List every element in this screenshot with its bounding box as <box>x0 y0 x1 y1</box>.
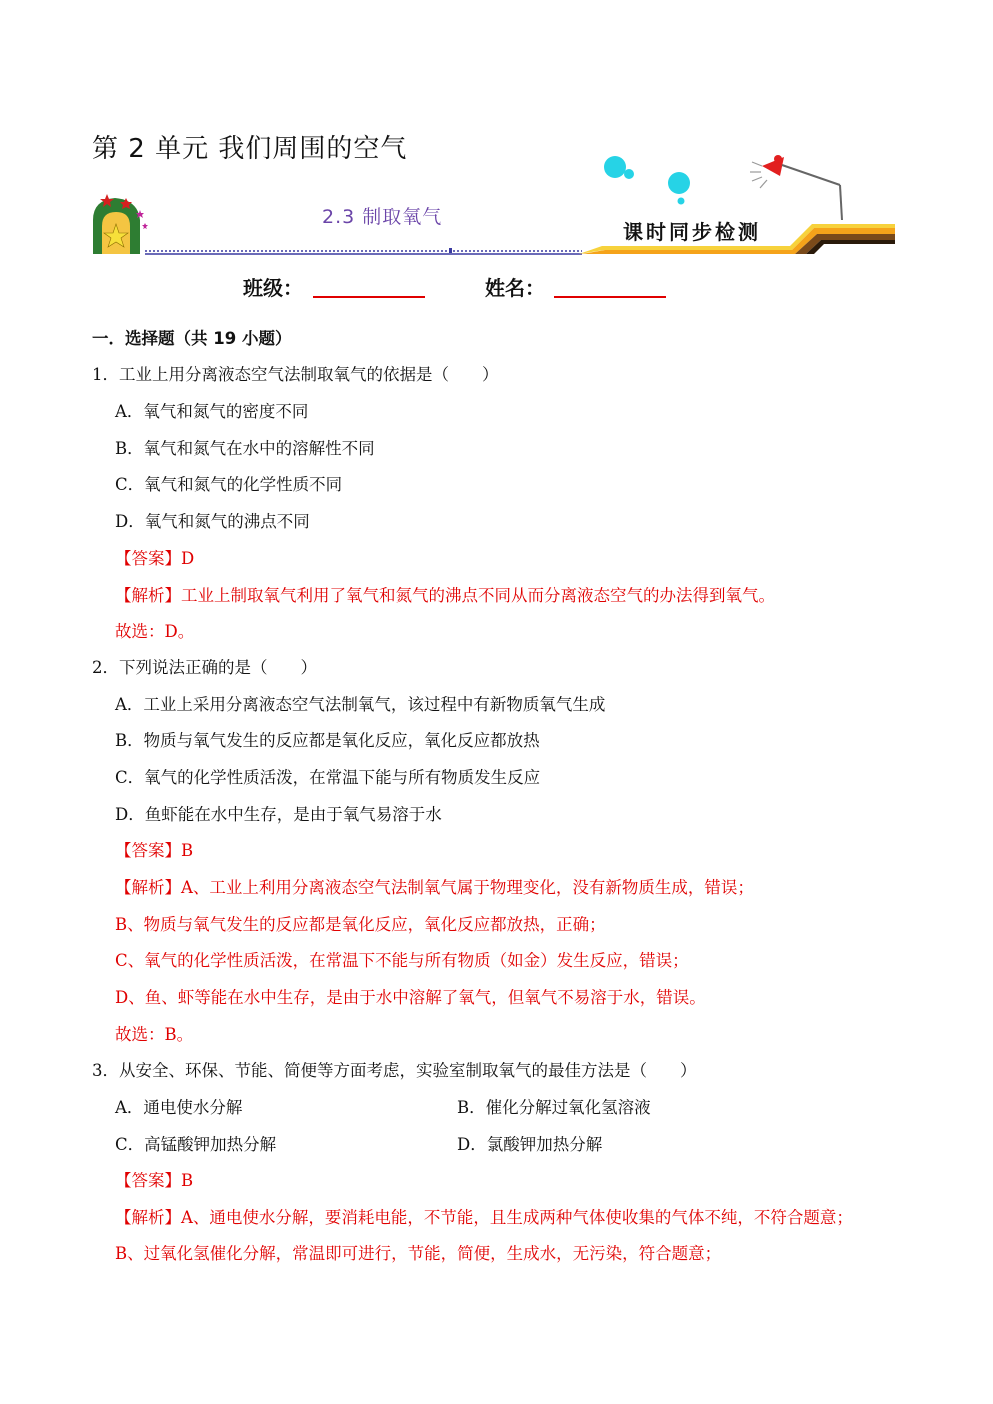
option-a: A．通电使水分解 <box>115 1098 243 1117</box>
option-c: C．氧气和氮气的化学性质不同 <box>115 475 343 494</box>
option-a: A．工业上采用分离液态空气法制氧气，该过程中有新物质氧气生成 <box>115 695 606 714</box>
bubbles-icon <box>604 156 690 205</box>
unit-title: 第 2 单元 我们周围的空气 <box>92 134 408 164</box>
option-b: B．物质与氧气发生的反应都是氧化反应，氧化反应都放热 <box>115 731 540 750</box>
analysis-line: D、鱼、虾等能在水中生存，是由于水中溶解了氧气，但氧气不易溶于水，错误。 <box>115 988 706 1007</box>
class-label: 班级： <box>243 276 303 300</box>
option-b: B．催化分解过氧化氢溶液 <box>457 1098 651 1117</box>
analysis-line: 故选：D。 <box>115 622 195 641</box>
class-blank[interactable] <box>313 296 425 298</box>
analysis-line: 【解析】工业上制取氧气利用了氧气和氮气的沸点不同从而分离液态空气的办法得到氧气。 <box>115 586 775 605</box>
answer: 【答案】B <box>115 841 194 860</box>
option-d: D．鱼虾能在水中生存，是由于氧气易溶于水 <box>115 805 442 824</box>
header-banner <box>90 150 895 265</box>
question-stem: 1．工业上用分离液态空气法制取氧气的依据是（ ） <box>92 365 499 384</box>
analysis-line: 故选：B。 <box>115 1025 194 1044</box>
emblem-icon <box>93 194 148 254</box>
section-heading: 一．选择题（共 19 小题） <box>92 329 292 348</box>
lamp-icon <box>750 155 842 220</box>
name-label: 姓名： <box>485 276 545 300</box>
analysis-line: 【解析】A、工业上利用分离液态空气法制氧气属于物理变化，没有新物质生成，错误； <box>115 878 754 897</box>
analysis-line: C、氧气的化学性质活泼，在常温下不能与所有物质（如金）发生反应，错误； <box>115 951 689 970</box>
analysis-line: 【解析】A、通电使水分解，要消耗电能，不节能，且生成两种气体使收集的气体不纯，不符合题意； <box>115 1208 853 1227</box>
option-d: D．氯酸钾加热分解 <box>457 1135 603 1154</box>
option-d: D．氧气和氮气的沸点不同 <box>115 512 310 531</box>
lesson-title: 2.3 制取氧气 <box>322 206 443 228</box>
option-c: C．高锰酸钾加热分解 <box>115 1135 277 1154</box>
analysis-line: B、物质与氧气发生的反应都是氧化反应，氧化反应都放热，正确； <box>115 915 606 934</box>
answer: 【答案】B <box>115 1171 194 1190</box>
option-c: C．氧气的化学性质活泼，在常温下能与所有物质发生反应 <box>115 768 541 787</box>
answer: 【答案】D <box>115 549 195 568</box>
name-blank[interactable] <box>554 296 666 298</box>
question-stem: 2．下列说法正确的是（ ） <box>92 658 317 677</box>
sync-test-tag: 课时同步检测 <box>623 220 761 244</box>
analysis-line: B、过氧化氢催化分解，常温即可进行，节能，简便，生成水，无污染，符合题意； <box>115 1244 722 1263</box>
option-b: B．氧气和氮气在水中的溶解性不同 <box>115 439 375 458</box>
question-stem: 3．从安全、环保、节能、简便等方面考虑，实验室制取氧气的最佳方法是（ ） <box>92 1061 697 1080</box>
option-a: A．氧气和氮气的密度不同 <box>115 402 309 421</box>
